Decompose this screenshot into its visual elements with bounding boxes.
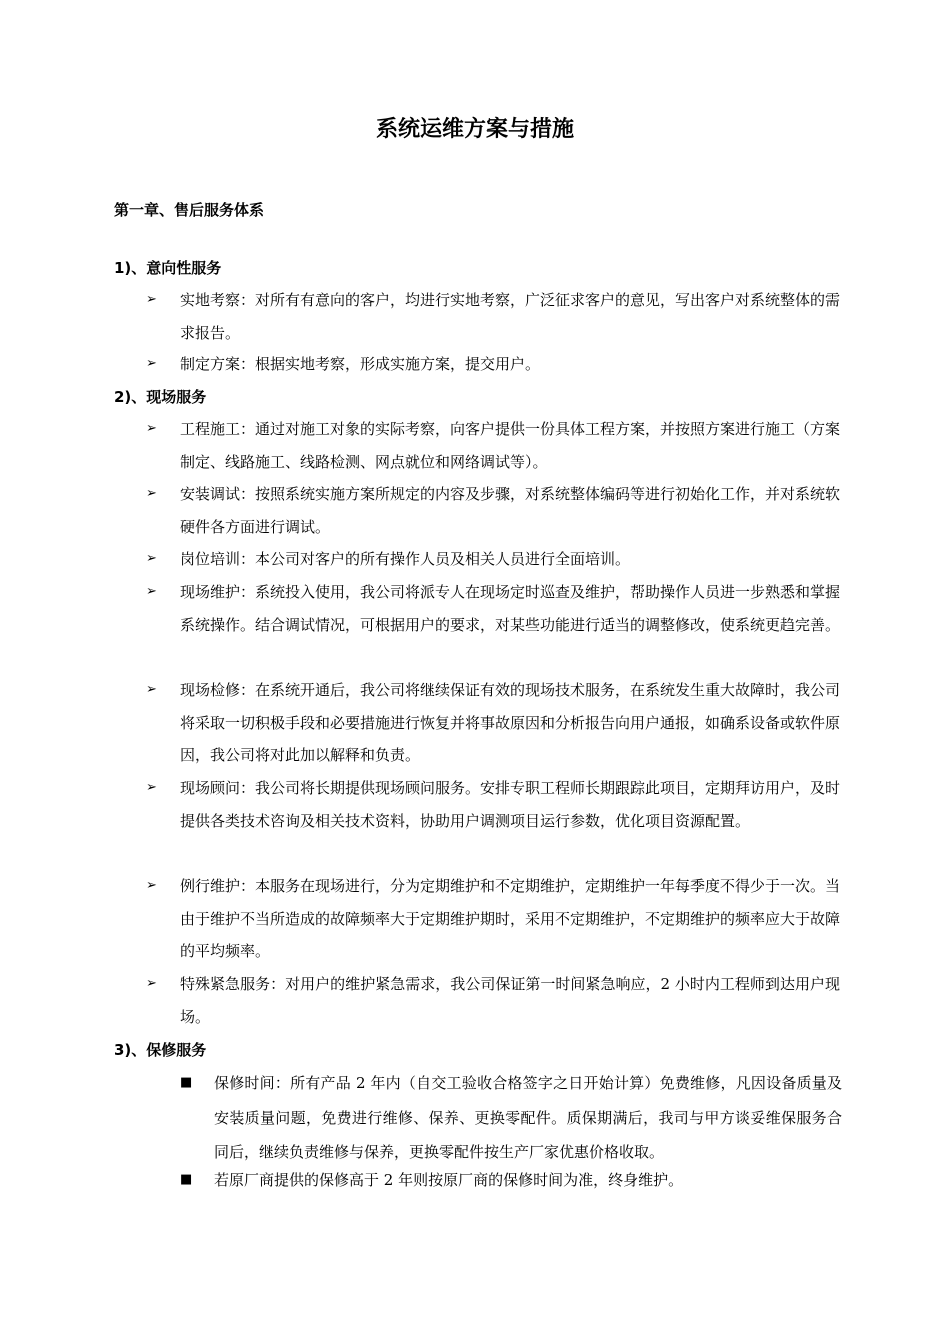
list-item <box>180 1066 842 1170</box>
list-item-text: 例行维护：本服务在现场进行，分为定期维护和不定期维护，定期维护一年每季度不得少于一次。当由于维护不当所造成的故障频率大于定期维护期时，采用不定期维护，不定期维护的频率应大于故障的平均频率。 <box>180 877 841 960</box>
list-item <box>146 870 840 968</box>
arrow-bullet-icon: ➢ <box>146 486 157 501</box>
list-item <box>146 576 840 641</box>
arrow-bullet-icon: ➢ <box>146 780 157 795</box>
list-item-text: 制定方案：根据实地考察，形成实施方案，提交用户。 <box>180 355 541 373</box>
list-item <box>146 772 840 837</box>
list-item-text: 若原厂商提供的保修高于 2 年则按原厂商的保修时间为准，终身维护。 <box>214 1171 684 1189</box>
square-bullet-icon: ■ <box>180 1075 193 1090</box>
arrow-bullet-icon: ➢ <box>146 682 157 697</box>
list-item-text: 实地考察：对所有有意向的客户，均进行实地考察，广泛征求客户的意见，写出客户对系统整体的需求报告。 <box>180 291 841 342</box>
arrow-bullet-icon: ➢ <box>146 584 157 599</box>
chapter-heading: 第一章、售后服务体系 <box>114 201 265 219</box>
list-item <box>146 478 840 543</box>
section-heading-3: 3)、保修服务 <box>114 1041 207 1059</box>
list-item <box>146 284 840 349</box>
list-item <box>146 413 840 478</box>
section-heading-2: 2)、现场服务 <box>114 388 207 406</box>
section-heading-1: 1)、意向性服务 <box>114 259 222 277</box>
list-item-text: 工程施工：通过对施工对象的实际考察，向客户提供一份具体工程方案，并按照方案进行施工（方案制定、线路施工、线路检测、网点就位和网络调试等）。 <box>180 420 841 471</box>
document-title: 系统运维方案与措施 <box>375 117 574 142</box>
list-item <box>146 348 840 381</box>
arrow-bullet-icon: ➢ <box>146 421 157 436</box>
arrow-bullet-icon: ➢ <box>146 551 157 566</box>
list-item <box>146 543 840 576</box>
arrow-bullet-icon: ➢ <box>146 878 157 893</box>
list-item <box>146 674 840 772</box>
list-item-text: 保修时间：所有产品 2 年内（自交工验收合格签字之日开始计算）免费维修，凡因设备质量及安装质量问题，免费进行维修、保养、更换零配件。质保期满后，我司与甲方谈妥维保服务合同后，继续负责维修与保养，更换零配件按生产厂家优惠价格收取。 <box>214 1074 842 1161</box>
arrow-bullet-icon: ➢ <box>146 976 157 991</box>
list-item-text: 现场检修：在系统开通后，我公司将继续保证有效的现场技术服务，在系统发生重大故障时，我公司将采取一切积极手段和必要措施进行恢复并将事故原因和分析报告向用户通报，如确系设备或软件原因，我公司将对此加以解释和负责。 <box>180 681 841 764</box>
list-item-text: 特殊紧急服务：对用户的维护紧急需求，我公司保证第一时间紧急响应，2 小时内工程师到达用户现场。 <box>180 975 840 1026</box>
list-item <box>180 1163 842 1198</box>
list-item-text: 安装调试：按照系统实施方案所规定的内容及步骤，对系统整体编码等进行初始化工作，并对系统软硬件各方面进行调试。 <box>180 485 841 536</box>
arrow-bullet-icon: ➢ <box>146 292 157 307</box>
list-item-text: 现场维护：系统投入使用，我公司将派专人在现场定时巡查及维护，帮助操作人员进一步熟悉和掌握系统操作。结合调试情况，可根据用户的要求，对某些功能进行适当的调整修改，使系统更趋完善。 <box>180 583 841 634</box>
list-item-text: 岗位培训：本公司对客户的所有操作人员及相关人员进行全面培训。 <box>180 550 631 568</box>
arrow-bullet-icon: ➢ <box>146 356 157 371</box>
square-bullet-icon: ■ <box>180 1172 193 1187</box>
list-item-text: 现场顾问：我公司将长期提供现场顾问服务。安排专职工程师长期跟踪此项目，定期拜访用户，及时提供各类技术咨询及相关技术资料，协助用户调测项目运行参数，优化项目资源配置。 <box>180 779 841 830</box>
list-item <box>146 968 840 1033</box>
